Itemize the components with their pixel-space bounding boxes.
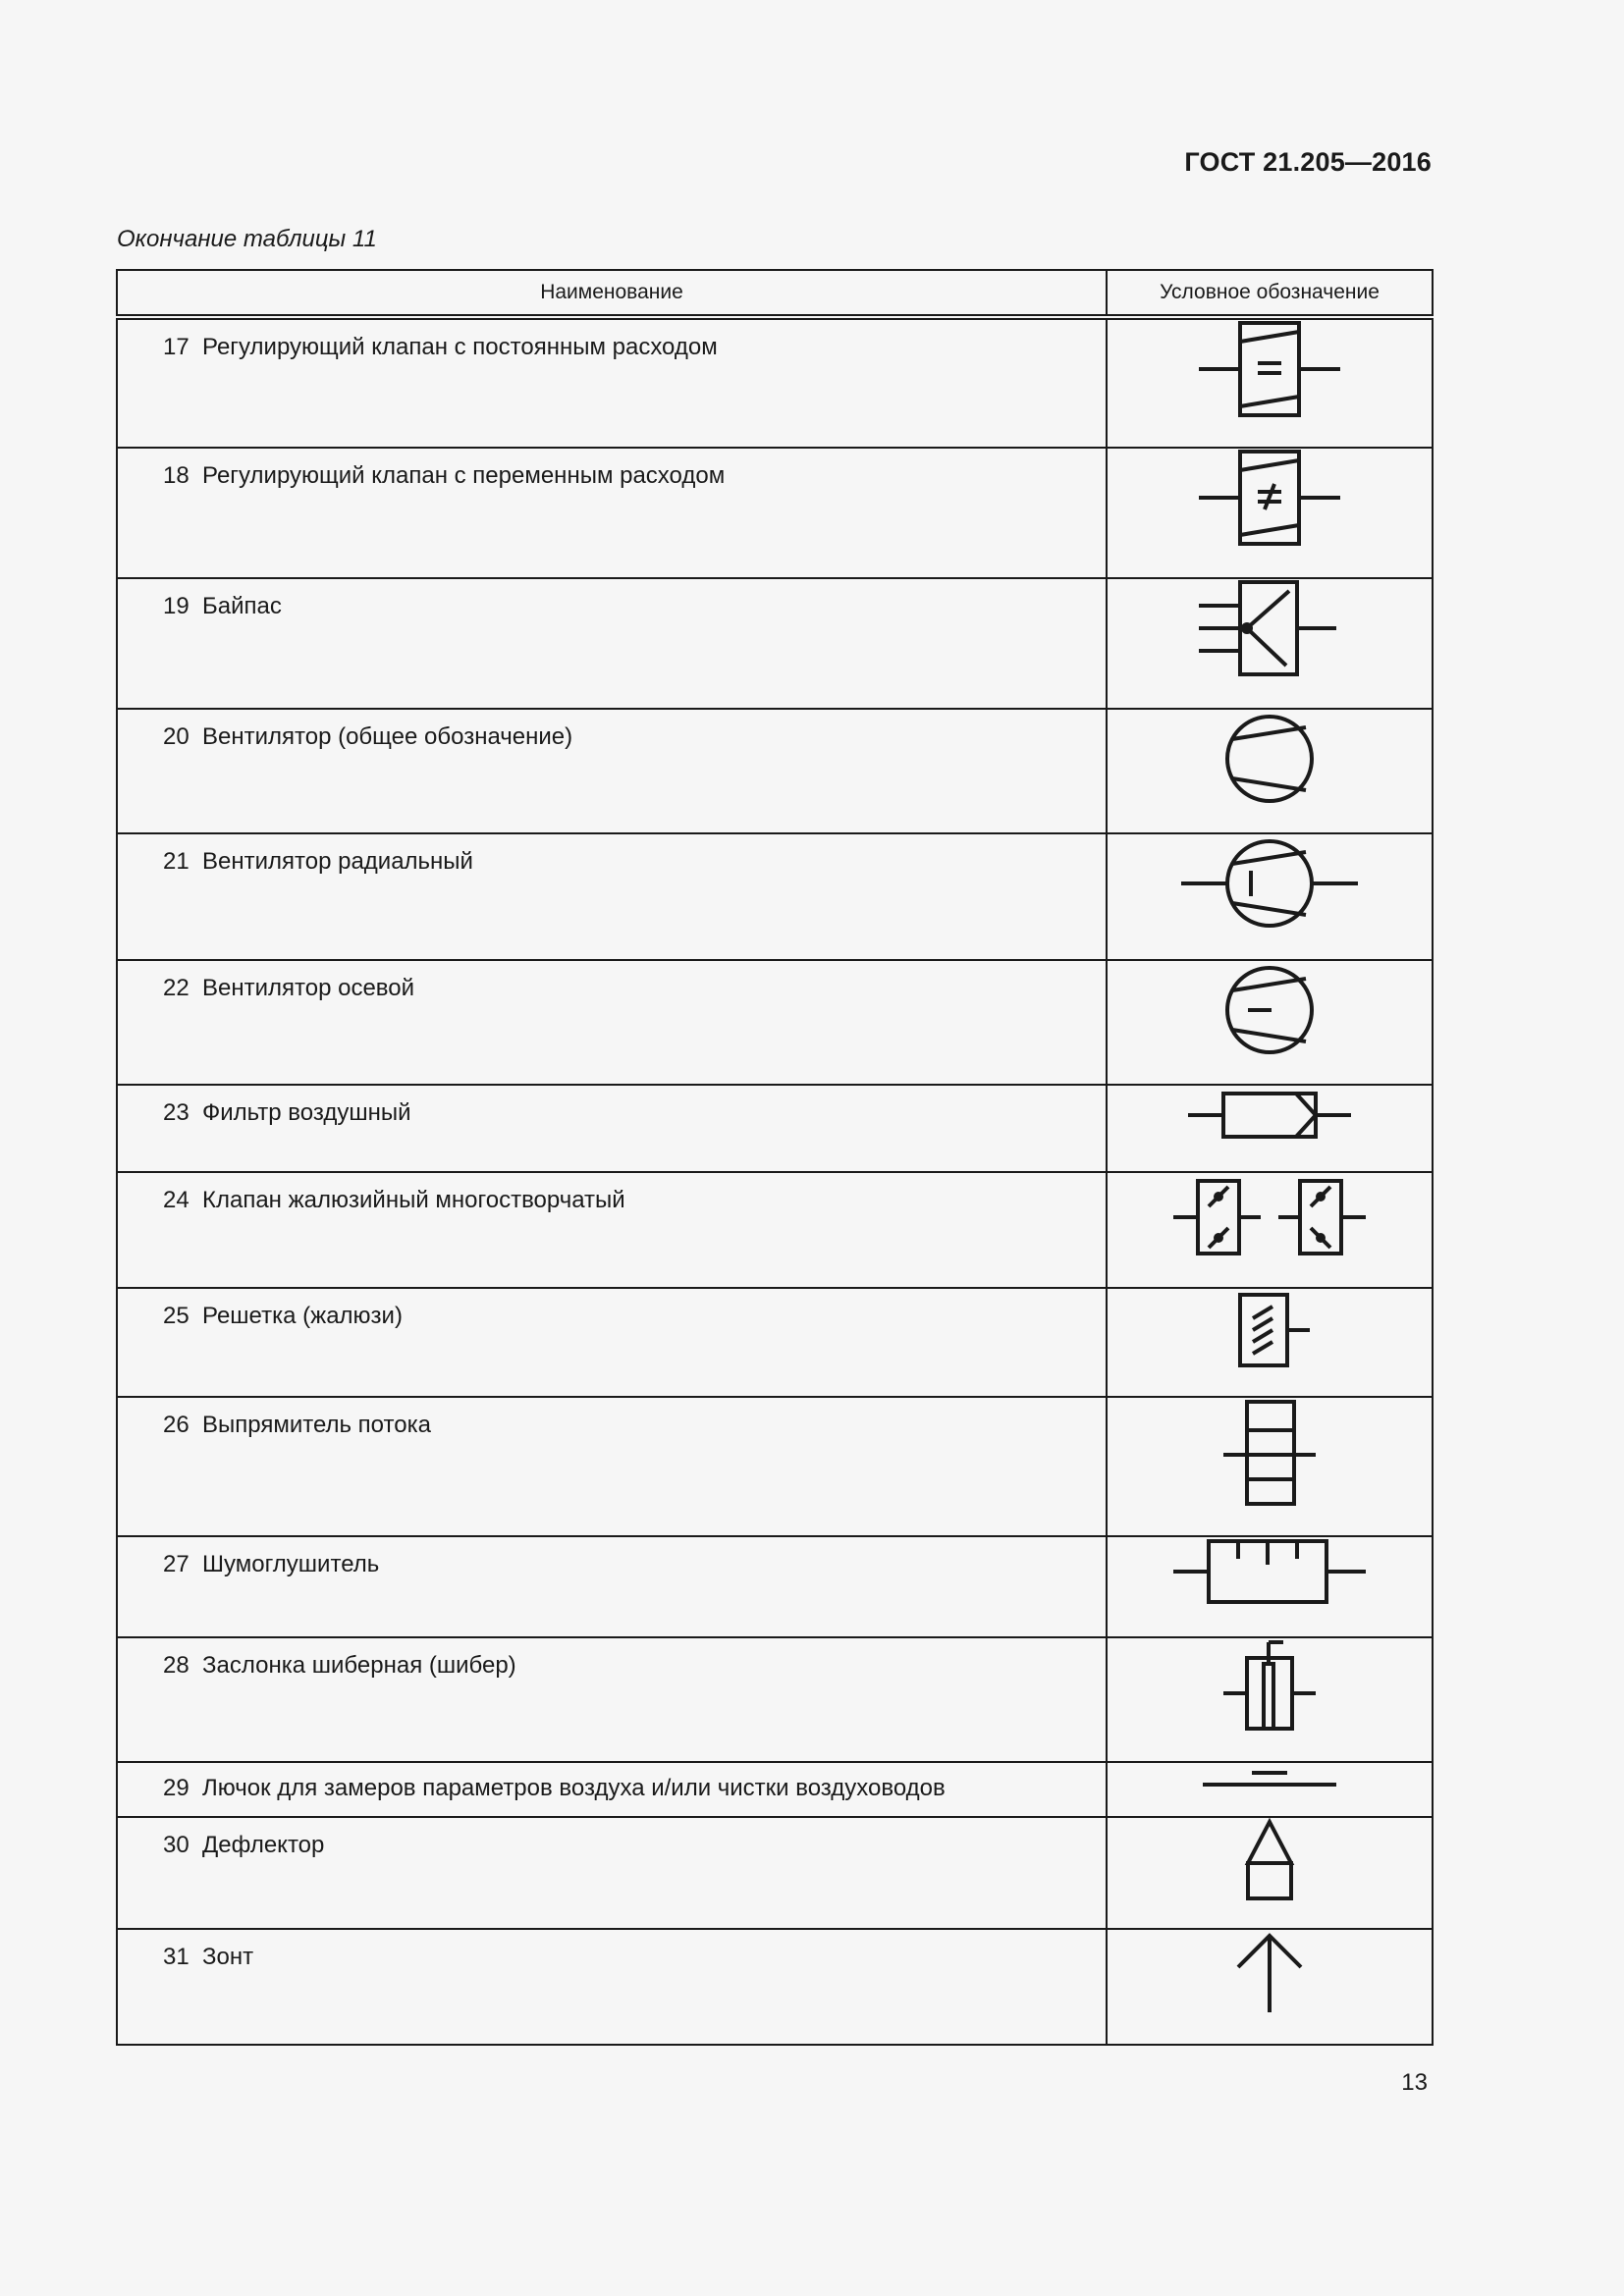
row-name: Решетка (жалюзи): [202, 1303, 403, 1329]
row-name-cell: [117, 317, 1107, 448]
row-symbol-cell: [1107, 709, 1433, 833]
row-symbol-cell: [1107, 833, 1433, 960]
table-row: [117, 1817, 1433, 1929]
table-row: [117, 960, 1433, 1085]
row-name: Выпрямитель потока: [202, 1412, 431, 1438]
multi-leaf-louver-valve-icon: [1171, 1173, 1368, 1261]
row-name-cell: [117, 960, 1107, 1085]
row-name-cell: [117, 578, 1107, 709]
row-number: 29: [163, 1775, 189, 1801]
row-number: 26: [163, 1412, 189, 1438]
row-number: 27: [163, 1551, 189, 1577]
grille-icon: [1225, 1289, 1314, 1371]
row-symbol-cell: [1107, 960, 1433, 1085]
row-name-cell: [117, 1762, 1107, 1817]
row-name: Зонт: [202, 1944, 254, 1970]
row-name-cell: [117, 1172, 1107, 1288]
row-symbol-cell: [1107, 317, 1433, 448]
row-number: 30: [163, 1832, 189, 1858]
row-name-cell: [117, 1536, 1107, 1637]
table-row: [117, 448, 1433, 578]
column-header-name: Наименование: [117, 270, 1107, 317]
row-symbol-cell: [1107, 1929, 1433, 2045]
row-number: 24: [163, 1187, 189, 1213]
symbols-table: [116, 269, 1434, 2046]
row-name: Фильтр воздушный: [202, 1099, 411, 1126]
row-symbol-cell: [1107, 1172, 1433, 1288]
row-symbol-cell: [1107, 1637, 1433, 1762]
row-name: Дефлектор: [202, 1832, 325, 1858]
row-number: 19: [163, 593, 189, 619]
fan-axial-icon: [1220, 961, 1319, 1059]
row-name: Вентилятор радиальный: [202, 848, 473, 875]
row-name: Лючок для замеров параметров воздуха и/или чистки воздуховодов: [202, 1775, 946, 1801]
control-valve-constant-flow-icon: [1196, 320, 1343, 418]
control-valve-variable-flow-icon: [1196, 449, 1343, 547]
table-row: [117, 1085, 1433, 1172]
flow-straightener-icon: [1220, 1398, 1319, 1508]
row-name-cell: [117, 833, 1107, 960]
row-number: 21: [163, 848, 189, 875]
document-code: ГОСТ 21.205—2016: [1184, 147, 1432, 177]
page-number: 13: [1401, 2069, 1428, 2096]
hood-icon: [1230, 1930, 1309, 2016]
inspection-hatch-icon: [1201, 1763, 1338, 1792]
table-row: [117, 578, 1433, 709]
row-symbol-cell: [1107, 1762, 1433, 1817]
slide-gate-damper-icon: [1220, 1638, 1319, 1733]
row-number: 31: [163, 1944, 189, 1970]
table-row: [117, 1637, 1433, 1762]
air-filter-icon: [1186, 1086, 1353, 1145]
row-symbol-cell: [1107, 1536, 1433, 1637]
row-name-cell: [117, 1637, 1107, 1762]
row-symbol-cell: [1107, 578, 1433, 709]
row-number: 28: [163, 1652, 189, 1679]
column-header-symbol: Условное обозначение: [1107, 270, 1433, 317]
row-number: 17: [163, 334, 189, 360]
table-row: [117, 317, 1433, 448]
fan-general-icon: [1220, 710, 1319, 808]
row-number: 25: [163, 1303, 189, 1329]
table-row: [117, 1536, 1433, 1637]
row-name: Регулирующий клапан с переменным расходом: [202, 462, 726, 489]
table-row: [117, 833, 1433, 960]
row-name: Вентилятор осевой: [202, 975, 415, 1001]
row-name-cell: [117, 1288, 1107, 1397]
row-symbol-cell: [1107, 1085, 1433, 1172]
row-symbol-cell: [1107, 1288, 1433, 1397]
row-name-cell: [117, 1817, 1107, 1929]
table-caption: Окончание таблицы 11: [117, 226, 377, 252]
row-name: Регулирующий клапан с постоянным расходом: [202, 334, 718, 360]
row-symbol-cell: [1107, 448, 1433, 578]
row-name-cell: [117, 1929, 1107, 2045]
row-name: Байпас: [202, 593, 282, 619]
row-name-cell: [117, 448, 1107, 578]
table-header-row: [117, 270, 1433, 317]
table-row: [117, 1172, 1433, 1288]
table-row: [117, 1397, 1433, 1536]
row-name-cell: [117, 709, 1107, 833]
row-symbol-cell: [1107, 1817, 1433, 1929]
row-number: 23: [163, 1099, 189, 1126]
fan-radial-icon: [1179, 834, 1360, 933]
row-name: Заслонка шиберная (шибер): [202, 1652, 516, 1679]
row-name: Клапан жалюзийный многостворчатый: [202, 1187, 625, 1213]
row-name-cell: [117, 1397, 1107, 1536]
row-number: 22: [163, 975, 189, 1001]
row-name: Вентилятор (общее обозначение): [202, 723, 573, 750]
table-row: [117, 1762, 1433, 1817]
table-row: [117, 1288, 1433, 1397]
table-row: [117, 1929, 1433, 2045]
row-symbol-cell: [1107, 1397, 1433, 1536]
row-number: 18: [163, 462, 189, 489]
row-name: Шумоглушитель: [202, 1551, 380, 1577]
bypass-icon: [1196, 579, 1343, 677]
silencer-icon: [1171, 1537, 1368, 1606]
row-number: 20: [163, 723, 189, 750]
row-name-cell: [117, 1085, 1107, 1172]
deflector-icon: [1240, 1818, 1299, 1904]
table-row: [117, 709, 1433, 833]
